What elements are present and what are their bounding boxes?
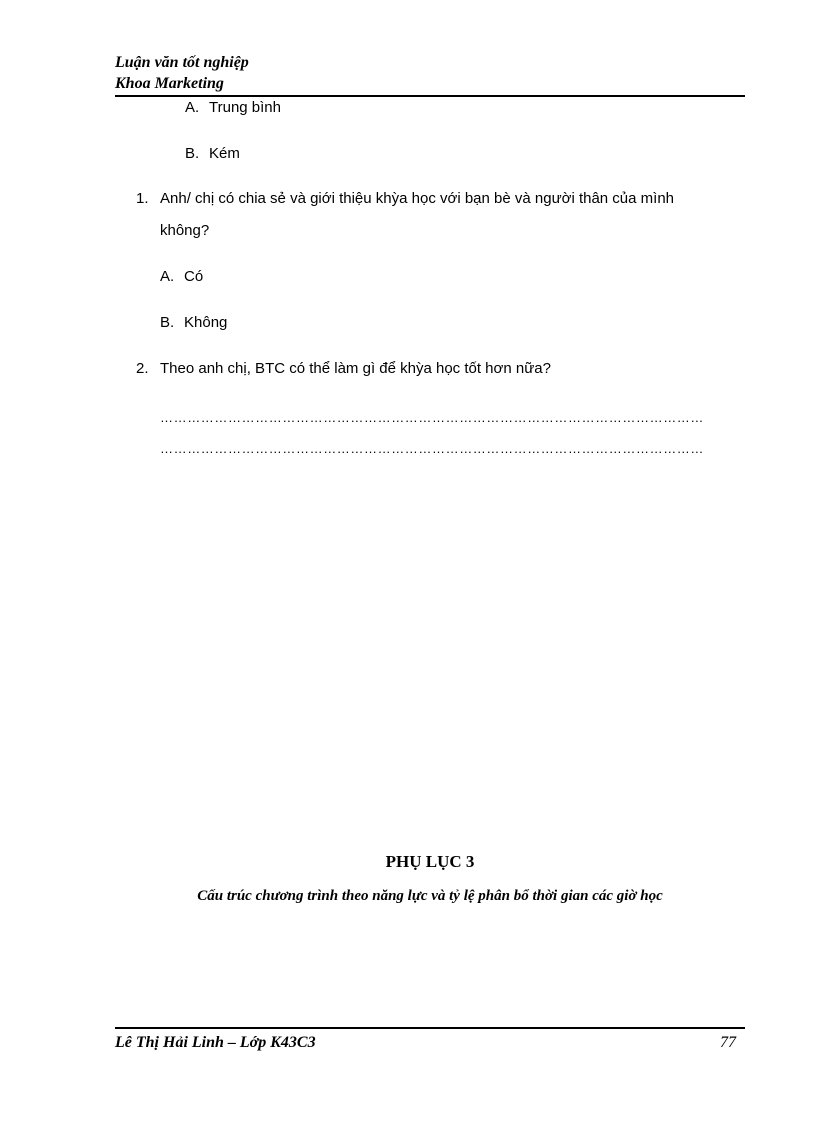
footer-divider [115,1027,745,1029]
option-text: Không [184,314,228,331]
footer-author: Lê Thị Hải Linh – Lớp K43C3 [115,1034,316,1051]
question-text: Theo anh chị, BTC có thể làm gì để khỳa học tốt hơn nữa? [160,360,551,377]
option-letter: A. [160,268,175,285]
option-letter: B. [160,314,175,331]
answer-line-2: ………………………………………………………………………………………………………… [160,441,704,456]
page-header [115,52,745,94]
question-number: 1. [136,190,149,207]
question-1-continuation: không? [160,222,210,239]
answer-line-1: ………………………………………………………………………………………………………… [160,410,704,425]
option-a-average [185,99,281,117]
option-text: Có [184,268,204,285]
header-faculty-label: Khoa Marketing [115,75,224,92]
header-divider [115,95,745,97]
question-1 [136,190,674,208]
question-text: Anh/ chị có chia sẻ và giới thiệu khỳa học với bạn bè và người thân của mình [160,190,675,207]
question-2 [136,360,551,378]
question-1-option-a [160,268,203,286]
appendix-subtitle: Cấu trúc chương trình theo năng lực và tỷ lệ phân bổ thời gian các giờ học [197,888,663,904]
page-number: 77 [720,1034,736,1051]
option-text: Trung bình [209,99,281,116]
option-text: Kém [209,145,240,162]
option-letter: A. [185,99,200,116]
appendix-title: PHỤ LỤC 3 [385,852,475,871]
question-number: 2. [136,360,149,377]
header-thesis-label: Luận văn tốt nghiệp [115,54,249,71]
option-letter: B. [185,145,200,162]
question-1-option-b [160,314,227,332]
option-b-poor [185,145,240,163]
